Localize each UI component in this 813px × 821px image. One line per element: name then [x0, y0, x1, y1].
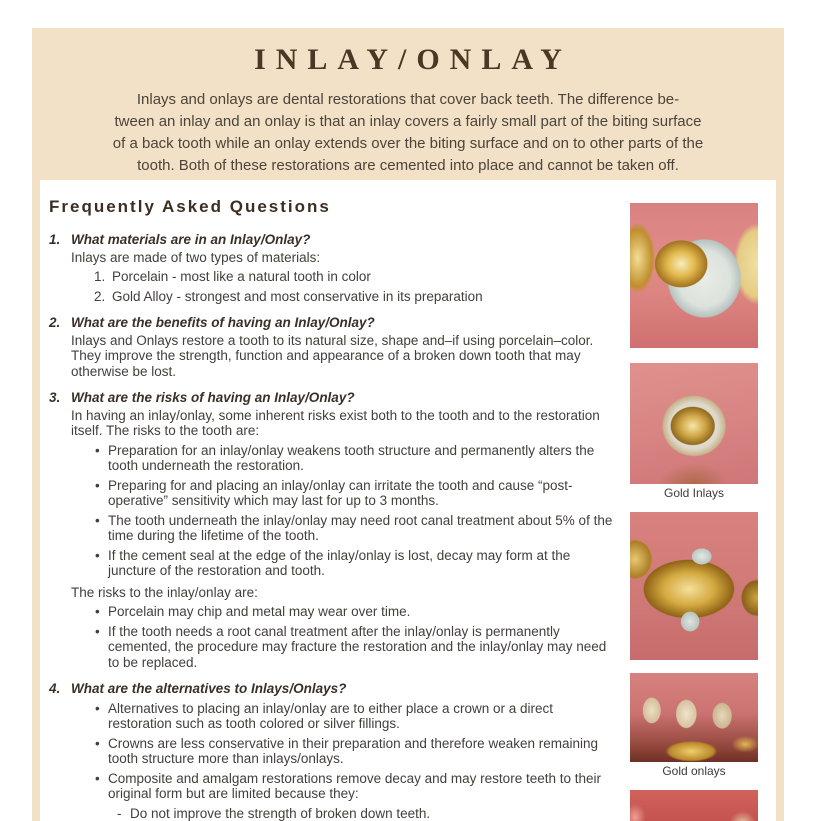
bullet-text: Preparation for an inlay/onlay weakens tooth structure and permanently alters the tooth underneath the restoration.	[108, 442, 595, 473]
intro-line: of a back tooth while an onlay extends over the biting surface and on to other parts of the	[112, 135, 704, 152]
bullet-text: The tooth underneath the inlay/onlay may need root canal treatment about 5% of the time during the lifetime of the tooth.	[108, 512, 613, 543]
faq-question-row	[49, 681, 614, 697]
sub-bullet-text: Do not improve the strength of broken down teeth.	[130, 805, 431, 821]
bullet-text: Composite and amalgam restorations remove decay and may restore teeth to their original form but are limited because they:	[108, 770, 601, 801]
bullet-marker: •	[95, 770, 100, 786]
bullet-marker: •	[95, 512, 100, 528]
faq-question: What materials are in an Inlay/Onlay?	[71, 232, 311, 247]
bullet-text: If the cement seal at the edge of the inlay/onlay is lost, decay may form at the juncture of the restoration and tooth.	[108, 547, 571, 578]
bullet-marker: •	[95, 547, 100, 563]
dash-marker: -	[117, 805, 122, 821]
faq-answer: Inlays are made of two types of materials:	[71, 249, 321, 265]
faq-answer: In having an inlay/onlay, some inherent risks exist both to the tooth and to the restoration itself. The risks to the tooth are:	[71, 407, 600, 438]
ordered-item-text: Gold Alloy - strongest and most conservative in its preparation	[112, 288, 483, 304]
bullet-marker: •	[95, 477, 100, 493]
intro-line: Inlays and onlays are dental restorations that cover back teeth. The difference be-	[136, 91, 680, 108]
bullet-text: Preparing for and placing an inlay/onlay can irritate the tooth and cause “post-operative” sensitivity which may last for up to 3 months.	[108, 477, 573, 508]
faq-section	[49, 196, 614, 821]
bullet-text: Crowns are less conservative in their preparation and therefore weaken remaining tooth structure more than inlays/onlays.	[108, 735, 599, 766]
faq-answer: Inlays and Onlays restore a tooth to its natural size, shape and–if using porcelain–color. They improve the strength, function and appearance of a broken down tooth that may otherwise be lost.	[71, 332, 594, 379]
faq-item-1	[49, 232, 614, 304]
bullet-item	[95, 478, 614, 509]
bullet-item	[95, 771, 614, 802]
faq-question-row	[49, 390, 614, 406]
gold-onlay-molars-photo	[630, 512, 758, 660]
faq-item-2	[49, 315, 614, 379]
faq-question: What are the benefits of having an Inlay/Onlay?	[71, 315, 375, 330]
faq-item-number: 2.	[49, 315, 61, 330]
gold-inlay-occlusal-photo	[630, 363, 758, 484]
header-banner	[32, 28, 784, 180]
bullet-text: If the tooth needs a root canal treatment after the inlay/onlay is permanently cemented, the procedure may fracture the restoration and the inlay/onlay may need to be replaced.	[108, 623, 607, 670]
bullet-marker: •	[95, 604, 100, 619]
faq-question: What are the risks of having an Inlay/Onlay?	[71, 390, 355, 405]
ordered-item-text: Porcelain - most like a natural tooth in color	[112, 269, 371, 284]
faq-item-3	[49, 390, 614, 670]
content-area	[40, 180, 776, 821]
faq-question: What are the alternatives to Inlays/Onlays?	[71, 681, 347, 696]
faq-heading: Frequently Asked Questions	[49, 197, 331, 216]
ordered-list-item	[94, 289, 614, 305]
bullet-item	[95, 548, 614, 579]
faq-item-number: 4.	[49, 681, 61, 696]
faq-item-number: 1.	[49, 232, 61, 247]
ordered-item-number: 2.	[94, 288, 106, 304]
faq-item-number: 3.	[49, 390, 61, 405]
ordered-item-number: 1.	[94, 269, 106, 284]
faq-item-4	[49, 681, 614, 821]
bullet-item	[95, 701, 614, 732]
bullet-marker: •	[95, 735, 100, 751]
photo-caption-gold-inlays: Gold Inlays	[663, 486, 725, 500]
bullet-text: Porcelain may chip and metal may wear over time.	[108, 604, 411, 619]
intro-paragraph	[32, 89, 784, 177]
faq-answer-continued: The risks to the inlay/onlay are:	[71, 584, 258, 600]
intro-line: tooth. Both of these restorations are cemented into place and cannot be taken off.	[137, 157, 679, 174]
dental-photo-partial	[630, 790, 758, 821]
ordered-list-item	[94, 269, 614, 285]
faq-question-row	[49, 232, 614, 248]
photo-caption-gold-onlays: Gold onlays	[662, 764, 726, 778]
bullet-text: Alternatives to placing an inlay/onlay are to either place a crown or a direct restoration such as tooth colored or silver fillings.	[108, 700, 553, 731]
page-title: INLAY/ONLAY	[254, 43, 572, 76]
bullet-item	[95, 624, 614, 671]
bullet-item	[95, 604, 614, 620]
gold-inlay-side-view-photo	[630, 203, 758, 348]
gold-onlay-front-teeth-photo	[630, 673, 758, 762]
document-page	[32, 28, 784, 821]
sub-bullet-item	[117, 806, 614, 821]
bullet-marker: •	[95, 700, 100, 716]
bullet-item	[95, 443, 614, 474]
intro-line: tween an inlay and an onlay is that an inlay covers a fairly small part of the biting surface	[114, 113, 702, 130]
bullet-item	[95, 736, 614, 767]
bullet-marker: •	[95, 623, 100, 639]
bullet-marker: •	[95, 442, 100, 458]
faq-question-row	[49, 315, 614, 331]
photo-column	[630, 203, 758, 821]
bullet-item	[95, 513, 614, 544]
